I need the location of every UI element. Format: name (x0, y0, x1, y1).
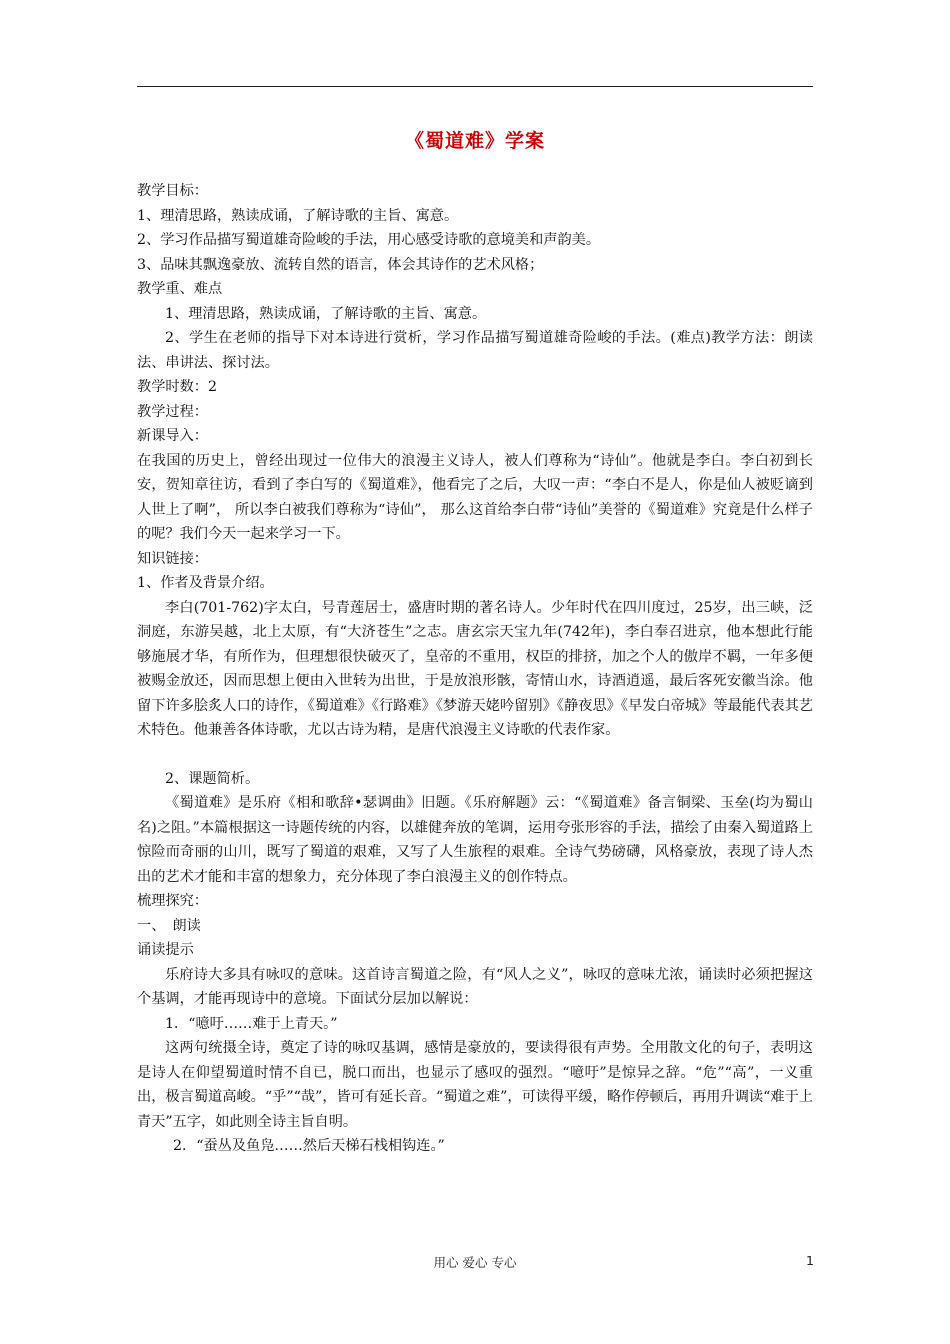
paragraph: 教学重、难点 (137, 281, 223, 297)
paragraph: 新课导入： (137, 428, 208, 444)
paragraph: 教学目标： (137, 183, 208, 199)
paragraph: 1、作者及背景介绍。 (137, 575, 274, 591)
paragraph: 2、课题简析。 (165, 770, 260, 787)
paragraph: 2．“蚕丛及鱼凫……然后天梯石栈相钩连。” (173, 1138, 445, 1154)
document-title: 《蜀道难》学案 (404, 130, 545, 152)
paragraph: 2、学生在老师的指导下对本诗进行赏析，学习作品描写蜀道雄奇险峻的手法。(难点)教学方法：朗读法、串讲法、探讨法。 (137, 330, 813, 371)
paragraph: 1．“噫吁……难于上青天。” (165, 1015, 338, 1032)
paragraph: 在我国的历史上，曾经出现过一位伟大的浪漫主义诗人，被人们尊称为“诗仙”。他就是李白。李白初到长安，贺知章往访，看到了李白写的《蜀道难》，他看完了之后，大叹一声：“李白不是人，你是仙人被贬谪到人世上了啊”， 所以李白被我们尊称为“诗仙”， 那么这首给李白带“诗仙”美誉的《蜀道难》究竟是什么样子的呢？我们今天一起来学习一下。 (137, 452, 813, 542)
page-number: 1 (806, 1253, 814, 1268)
paragraph: 这两句统摄全诗，奠定了诗的咏叹基调，感情是豪放的，要读得很有声势。全用散文化的句子，表明这是诗人在仰望蜀道时情不自已，脱口而出，也显示了感叹的强烈。“噫吁”是惊异之辞。“危”“高”，一义重出，极言蜀道高峻。“乎”“哉”，皆可有延长音。“蜀道之难”，可读得平缓，略作停顿后，再用升调读“难于上青天”五字，如此则全诗主旨自明。 (137, 1040, 813, 1130)
footer-motto: 用心 爱心 专心 (433, 1255, 517, 1270)
paragraph: 梳理探究： (137, 893, 208, 909)
paragraph: 1、理清思路，熟读成诵，了解诗歌的主旨、寓意。 (165, 305, 487, 322)
spacer (137, 743, 813, 767)
paragraph: 教学时数：2 (137, 379, 217, 395)
paragraph: 1、理清思路，熟读成诵，了解诗歌的主旨、寓意。 (137, 207, 459, 224)
paragraph: 2、学习作品描写蜀道雄奇险峻的手法，用心感受诗歌的意境美和声韵美。 (137, 232, 601, 248)
paragraph: 一、 朗读 (137, 917, 201, 934)
paragraph: 3、品味其飘逸豪放、流转自然的语言，体会其诗作的艺术风格； (137, 256, 544, 273)
paragraph: 教学过程： (137, 403, 208, 420)
paragraph: 李白(701-762)字太白，号青莲居士，盛唐时期的著名诗人。少年时代在四川度过，25岁，出三峡，泛洞庭，东游吴越，北上太原，有“大济苍生”之志。唐玄宗天宝九年(742年)，李白奉召进京，他本想此行能够施展才华，有所作为，但理想很快破灭了，皇帝的不重用，权臣的排挤，加之个人的傲岸不羁，一年多便被赐金放还，因而思想上便由入世转为出世，于是放浪形骸，寄情山水，诗酒逍遥，最后客死安徽当涂。他留下许多脍炙人口的诗作，《蜀道难》《行路难》《梦游天姥吟留别》《静夜思》《早发白帝城》等最能代表其艺术特色。他兼善各体诗歌，尤以古诗为精，是唐代浪漫主义诗歌的代表作家。 (137, 599, 813, 738)
paragraph: 知识链接： (137, 550, 208, 567)
header-rule (137, 86, 813, 87)
paragraph: 《蜀道难》是乐府《相和歌辞•瑟调曲》旧题。《乐府解题》云：“《蜀道难》备言铜梁、玉垒(均为蜀山名)之阻。”本篇根据这一诗题传统的内容，以雄健奔放的笔调，运用夸张形容的手法，描绘了由秦入蜀道路上惊险而奇丽的山川，既写了蜀道的艰难，又写了人生旅程的艰难。全诗气势磅礴，风格豪放，表现了诗人杰出的艺术才能和丰富的想象力，充分体现了李白浪漫主义的创作特点。 (137, 795, 813, 885)
document-body (137, 179, 813, 1159)
paragraph: 诵读提示 (137, 942, 194, 958)
paragraph: 乐府诗大多具有咏叹的意味。这首诗言蜀道之险，有“风人之义”，咏叹的意味尤浓，诵读时必须把握这个基调，才能再现诗中的意境。下面试分层加以解说： (137, 966, 813, 1007)
